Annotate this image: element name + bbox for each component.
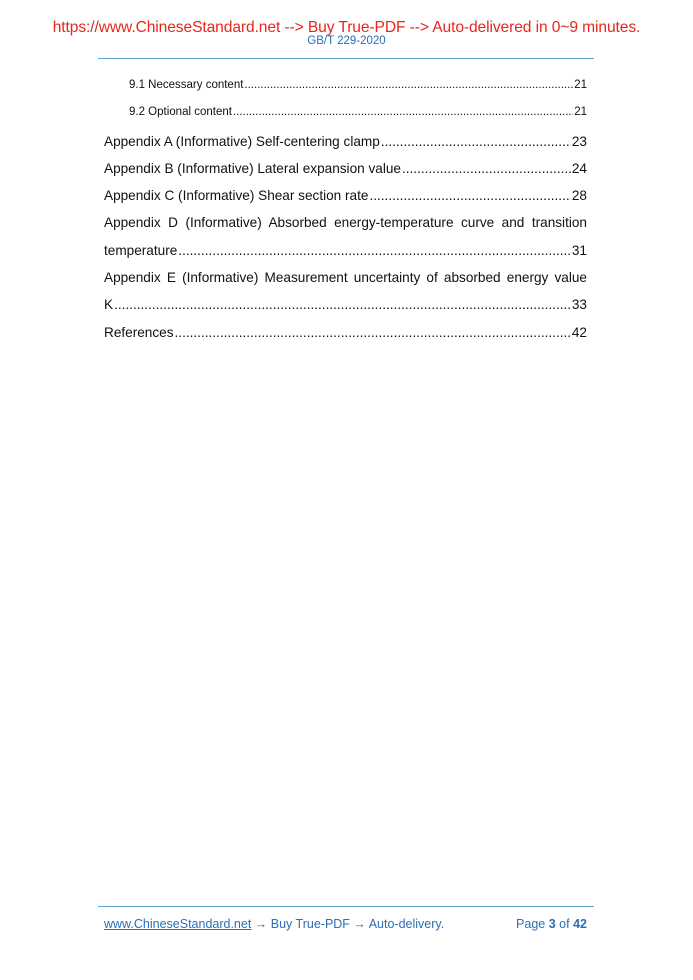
page-footer bbox=[104, 917, 587, 931]
footer-promo bbox=[104, 917, 444, 931]
header-divider bbox=[98, 58, 594, 59]
total-pages-number: 42 bbox=[573, 917, 587, 931]
footer-tagline: → Buy True-PDF → Auto-delivery. bbox=[251, 917, 445, 931]
toc-entry-page: 21 bbox=[574, 106, 587, 118]
toc-entry-appendix-d[interactable] bbox=[104, 243, 587, 259]
toc-entry-page: 24 bbox=[571, 161, 587, 176]
toc-entry-title: 9.2 Optional content bbox=[129, 106, 232, 118]
toc-entry-references[interactable] bbox=[104, 325, 587, 341]
toc-leader-dots bbox=[114, 298, 571, 313]
current-page-number: 3 bbox=[548, 917, 556, 931]
page-indicator bbox=[516, 917, 587, 931]
toc-entry-appendix-c[interactable] bbox=[104, 188, 587, 204]
toc-entry-9-2[interactable] bbox=[129, 106, 587, 119]
toc-entry-title: 9.1 Necessary content bbox=[129, 79, 244, 91]
toc-leader-dots bbox=[369, 189, 570, 204]
toc-entry-title: Appendix C (Informative) Shear section rate bbox=[104, 188, 369, 203]
toc-entry-title: K bbox=[104, 297, 114, 312]
toc-leader-dots bbox=[233, 106, 573, 119]
toc-entry-page: 21 bbox=[574, 79, 587, 91]
page-label: Page bbox=[516, 917, 546, 931]
toc-entry-appendix-b[interactable] bbox=[104, 161, 587, 177]
toc-entry-title: Appendix B (Informative) Lateral expansion value bbox=[104, 161, 401, 176]
toc-leader-dots bbox=[402, 162, 571, 177]
toc-leader-dots bbox=[178, 244, 571, 259]
promo-banner[interactable]: https://www.ChineseStandard.net --> Buy True-PDF --> Auto-delivered in 0~9 minutes. bbox=[52, 19, 641, 36]
toc-entry-title: temperature bbox=[104, 243, 178, 258]
toc-entry-title: Appendix A (Informative) Self-centering clamp bbox=[104, 134, 380, 149]
toc-leader-dots bbox=[244, 79, 573, 92]
toc-entry-title: References bbox=[104, 325, 174, 340]
toc-entry-page: 28 bbox=[571, 188, 587, 203]
toc-entry-page: 23 bbox=[571, 134, 587, 149]
toc-entry-appendix-e[interactable] bbox=[104, 297, 587, 313]
document-code: GB/T 229-2020 bbox=[307, 35, 386, 47]
toc-entry-9-1[interactable] bbox=[129, 79, 587, 92]
toc-entry-appendix-d-line1[interactable]: Appendix D (Informative) Absorbed energy-temperature curve and transition bbox=[104, 215, 587, 230]
footer-divider bbox=[98, 906, 594, 907]
page-of-label: of bbox=[559, 917, 570, 931]
toc-entry-appendix-e-line1[interactable]: Appendix E (Informative) Measurement uncertainty of absorbed energy value bbox=[104, 270, 587, 285]
toc-entry-page: 31 bbox=[571, 243, 587, 258]
toc-entry-page: 33 bbox=[571, 297, 587, 312]
toc-entry-appendix-a[interactable] bbox=[104, 134, 587, 150]
toc-entry-page: 42 bbox=[571, 325, 587, 340]
footer-site-link[interactable]: www.ChineseStandard.net bbox=[104, 917, 252, 931]
toc-leader-dots bbox=[175, 326, 571, 341]
toc-leader-dots bbox=[381, 135, 571, 150]
